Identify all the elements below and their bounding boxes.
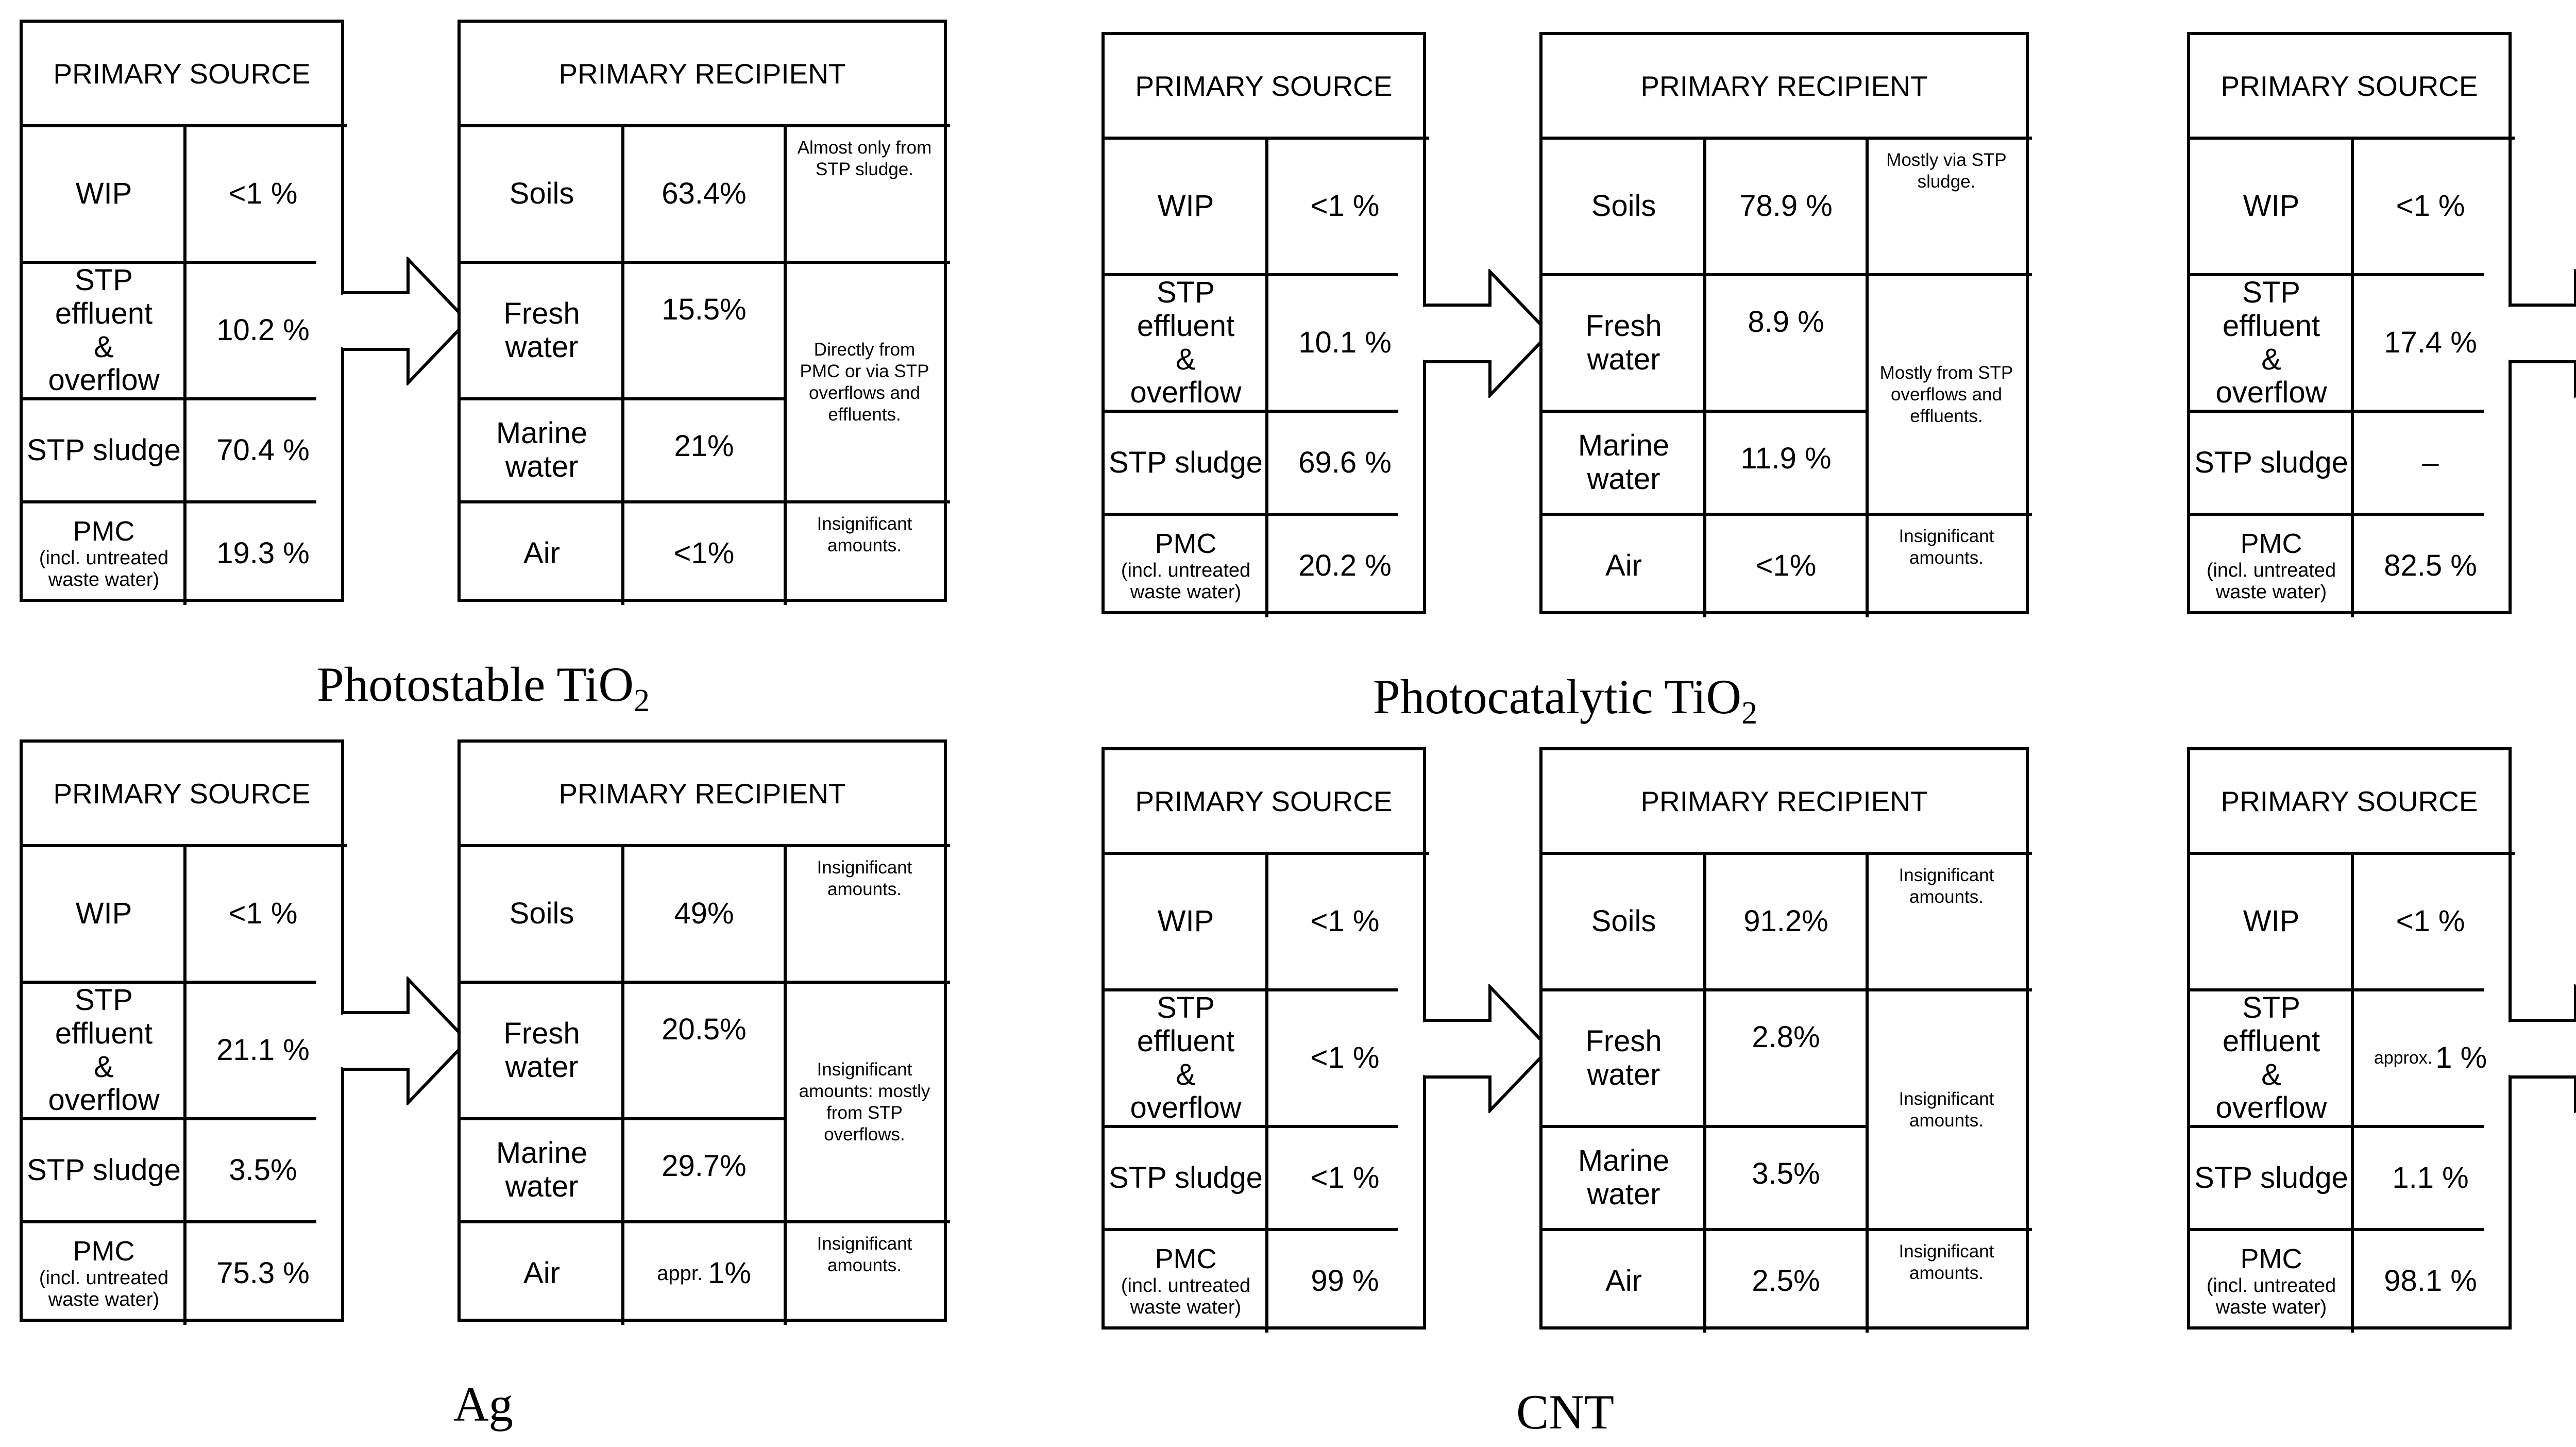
source-label-text: STP sludge	[2194, 445, 2348, 479]
source-value-text: –	[2422, 445, 2439, 479]
source-value	[185, 846, 341, 982]
primary-recipient-table	[1539, 747, 2029, 1330]
source-value-text: 17.4 %	[2384, 326, 2477, 360]
recipient-label	[1543, 990, 1705, 1126]
arrow-joint	[2509, 1022, 2513, 1075]
source-value-text: <1 %	[228, 897, 298, 931]
recipient-value	[623, 399, 785, 502]
source-label-sub: (incl. untreated waste water)	[39, 1267, 169, 1311]
recipient-value-text: 2.8%	[1752, 1020, 1820, 1054]
source-label	[1105, 1230, 1267, 1333]
source-value-text: 20.2 %	[1298, 548, 1392, 582]
caption-subscript: 2	[634, 683, 650, 718]
source-value-text: 75.3 %	[216, 1256, 310, 1290]
panel-caption	[1101, 668, 2029, 732]
source-label	[2190, 990, 2352, 1126]
recipient-value-text: 20.5%	[662, 1013, 747, 1046]
recipient-label-text: Fresh water	[1585, 309, 1662, 376]
recipient-label-text: Air	[1605, 1264, 1642, 1298]
source-value-text: <1 %	[2396, 904, 2465, 938]
source-value	[185, 982, 341, 1119]
arrow-joint	[341, 1015, 345, 1067]
flow-panel	[20, 20, 1050, 718]
recipient-label	[1543, 275, 1705, 411]
panel-caption	[20, 656, 947, 719]
recipient-note: Almost only from STP sludge.	[797, 138, 932, 179]
recipient-header: PRIMARY RECIPIENT	[558, 778, 846, 810]
source-value-text: 21.1 %	[216, 1033, 310, 1067]
source-value	[185, 502, 341, 605]
caption-text: Ag	[453, 1377, 514, 1432]
recipient-value-text: 78.9 %	[1739, 189, 1833, 223]
source-value	[2352, 411, 2509, 514]
flow-panel	[2187, 747, 2576, 1417]
source-label	[1105, 853, 1267, 990]
arrow-joint	[1423, 1022, 1427, 1075]
source-label	[2190, 853, 2352, 990]
recipient-label	[1543, 138, 1705, 275]
recipient-label-text: Air	[1605, 548, 1642, 582]
recipient-label-text: Marine water	[496, 416, 588, 483]
arrow-shape	[1423, 272, 1549, 395]
recipient-note: Mostly from STP overflows and effluents.	[1879, 362, 2013, 426]
source-label	[23, 399, 185, 502]
source-value	[185, 1119, 341, 1222]
source-value	[185, 126, 341, 262]
arrow-shape	[341, 979, 467, 1103]
recipient-note: Insignificant amounts.	[1899, 1088, 1994, 1131]
recipient-value-text: 11.9 %	[1740, 442, 1832, 475]
recipient-label-text: Air	[523, 536, 560, 570]
recipient-label	[1543, 411, 1705, 514]
source-label-text: WIP	[1157, 904, 1214, 938]
recipient-value	[1705, 1230, 1867, 1333]
source-value	[1267, 138, 1423, 275]
source-label	[2190, 1126, 2352, 1230]
source-label-text: WIP	[1157, 189, 1214, 223]
source-value	[2352, 990, 2509, 1126]
source-label-sub: (incl. untreated waste water)	[1121, 559, 1251, 603]
recipient-label	[1543, 514, 1705, 617]
recipient-value	[1705, 853, 1867, 990]
recipient-value-text: 1%	[708, 1256, 751, 1290]
recipient-note: Directly from PMC or via STP overflows and effluents.	[800, 339, 929, 425]
recipient-note: Insignificant amounts.	[1899, 865, 1994, 907]
source-value-text: <1 %	[1310, 1160, 1380, 1194]
flow-panel	[2187, 32, 2576, 702]
recipient-label	[461, 399, 623, 502]
value-prefix: approx.	[2374, 1048, 2433, 1068]
source-label-sub: (incl. untreated waste water)	[2206, 1274, 2336, 1319]
arrow-joint	[341, 295, 345, 347]
recipient-value-text: 29.7%	[662, 1149, 747, 1183]
source-value	[2352, 1126, 2509, 1230]
source-value	[185, 262, 341, 399]
recipient-label-text: Marine water	[1578, 1144, 1670, 1211]
panel-caption	[1101, 1384, 2029, 1440]
source-label-text: STP effluent & overflow	[1130, 990, 1242, 1125]
recipient-note: Insignificant amounts.	[817, 1234, 912, 1275]
primary-recipient-table	[457, 739, 947, 1322]
caption-text: CNT	[1516, 1385, 1614, 1439]
recipient-label	[1543, 853, 1705, 990]
arrow-shape	[2509, 272, 2576, 395]
source-value-text: <1 %	[2396, 189, 2465, 223]
recipient-label-text: Soils	[1591, 189, 1656, 223]
primary-source-table	[20, 739, 344, 1322]
source-header: PRIMARY SOURCE	[2221, 785, 2478, 818]
source-label-text: STP effluent & overflow	[1130, 275, 1242, 410]
source-label	[1105, 1126, 1267, 1230]
recipient-value	[1705, 275, 1867, 411]
source-label-text: PMC	[73, 516, 135, 547]
recipient-value-text: <1%	[1755, 548, 1817, 582]
source-value	[2352, 138, 2509, 275]
source-label-text: STP effluent & overflow	[2215, 990, 2327, 1125]
source-label	[23, 126, 185, 262]
recipient-header: PRIMARY RECIPIENT	[1640, 70, 1928, 103]
recipient-value	[1705, 138, 1867, 275]
recipient-value-text: <1%	[673, 536, 735, 570]
source-label-text: PMC	[1155, 528, 1217, 560]
primary-recipient-table	[1539, 32, 2029, 614]
recipient-value	[1705, 514, 1867, 617]
recipient-value-text: 3.5%	[1752, 1157, 1820, 1190]
recipient-label-text: Air	[523, 1256, 560, 1290]
recipient-value	[623, 846, 785, 982]
source-value	[2352, 1230, 2509, 1333]
recipient-label-text: Soils	[509, 897, 574, 931]
source-label-text: WIP	[75, 897, 132, 931]
source-value	[1267, 1126, 1423, 1230]
arrow-joint	[2509, 307, 2513, 360]
recipient-value-text: 8.9 %	[1748, 305, 1824, 339]
source-label	[1105, 138, 1267, 275]
recipient-value-text: 21%	[674, 429, 734, 463]
flow-arrow	[1423, 984, 1552, 1113]
flow-arrow	[341, 977, 470, 1105]
value-prefix: appr.	[657, 1261, 703, 1285]
arrow-shape	[341, 259, 467, 383]
source-header: PRIMARY SOURCE	[53, 778, 311, 810]
source-label	[2190, 1230, 2352, 1333]
source-label-text: WIP	[2243, 189, 2300, 223]
source-label	[2190, 514, 2352, 617]
flow-panel	[1101, 747, 2132, 1439]
recipient-label-text: Fresh water	[503, 296, 580, 364]
source-value-text: 70.4 %	[216, 433, 310, 467]
source-header: PRIMARY SOURCE	[2221, 70, 2478, 103]
source-label	[23, 1222, 185, 1325]
primary-recipient-table	[457, 20, 947, 602]
source-label-sub: (incl. untreated waste water)	[2206, 559, 2336, 603]
source-value-text: 1.1 %	[2392, 1160, 2469, 1194]
panel-caption	[2187, 668, 2576, 725]
source-value-text: 99 %	[1311, 1264, 1379, 1298]
source-value-text: <1 %	[1310, 904, 1380, 938]
source-label-text: STP effluent & overflow	[2215, 275, 2327, 410]
recipient-label-text: Marine water	[496, 1136, 588, 1203]
source-value-text: 3.5%	[229, 1153, 297, 1187]
recipient-value	[623, 1119, 785, 1222]
source-label-text: STP sludge	[2194, 1160, 2348, 1194]
source-label	[23, 262, 185, 399]
recipient-note: Insignificant amounts: mostly from STP overflows.	[799, 1059, 930, 1145]
recipient-label-text: Fresh water	[503, 1016, 580, 1084]
arrow-joint	[1423, 307, 1427, 360]
recipient-value-text: 63.4%	[662, 177, 747, 211]
source-label	[23, 846, 185, 982]
source-header: PRIMARY SOURCE	[53, 58, 311, 90]
source-label-sub: (incl. untreated waste water)	[39, 547, 169, 591]
recipient-label	[1543, 1230, 1705, 1333]
source-value-text: 19.3 %	[216, 536, 310, 570]
recipient-note: Insignificant amounts.	[1899, 526, 1994, 568]
recipient-label	[461, 982, 623, 1119]
source-label-text: STP effluent & overflow	[48, 983, 160, 1117]
recipient-value	[623, 1222, 785, 1325]
recipient-label	[461, 1222, 623, 1325]
source-label	[1105, 990, 1267, 1126]
recipient-note: Insignificant amounts.	[817, 857, 912, 899]
source-header: PRIMARY SOURCE	[1135, 785, 1393, 818]
recipient-note: Insignificant amounts.	[1899, 1241, 1994, 1283]
source-header: PRIMARY SOURCE	[1135, 70, 1393, 103]
recipient-value-text: 2.5%	[1752, 1264, 1820, 1298]
source-value	[1267, 275, 1423, 411]
source-label-text: STP sludge	[1109, 1160, 1263, 1194]
source-label-text: WIP	[2243, 904, 2300, 938]
source-value	[1267, 853, 1423, 990]
source-label	[23, 1119, 185, 1222]
flow-arrow	[1423, 269, 1552, 398]
source-label-text: PMC	[2240, 1243, 2302, 1275]
recipient-label	[461, 502, 623, 605]
primary-source-table	[2187, 747, 2512, 1330]
source-value	[1267, 1230, 1423, 1333]
source-label	[2190, 138, 2352, 275]
source-value	[2352, 514, 2509, 617]
flow-arrow	[341, 257, 470, 385]
source-label-text: PMC	[73, 1236, 135, 1267]
caption-text: Photostable TiO	[316, 657, 634, 712]
source-value-text: 10.1 %	[1298, 326, 1392, 360]
source-label-text: STP effluent & overflow	[48, 263, 160, 397]
recipient-label	[461, 1119, 623, 1222]
source-label-text: WIP	[75, 177, 132, 211]
source-label-text: STP sludge	[27, 433, 181, 467]
arrow-shape	[1423, 987, 1549, 1111]
primary-source-table	[20, 20, 344, 602]
recipient-label	[1543, 1126, 1705, 1230]
primary-source-table	[1101, 747, 1426, 1330]
recipient-note: Insignificant amounts.	[817, 514, 912, 556]
flow-arrow	[2509, 269, 2576, 398]
source-value-text: 10.2 %	[216, 313, 310, 347]
recipient-header: PRIMARY RECIPIENT	[1640, 785, 1928, 818]
flow-panel	[1101, 32, 2132, 731]
recipient-value	[1705, 1126, 1867, 1230]
recipient-label-text: Soils	[509, 177, 574, 211]
source-label	[1105, 514, 1267, 617]
source-label	[1105, 411, 1267, 514]
source-label-sub: (incl. untreated waste water)	[1121, 1274, 1251, 1319]
source-value-text: 69.6 %	[1298, 445, 1392, 479]
source-value	[2352, 275, 2509, 411]
source-value-text: <1 %	[1310, 189, 1380, 223]
recipient-label-text: Marine water	[1578, 429, 1670, 496]
recipient-label-text: Fresh water	[1585, 1024, 1662, 1091]
source-value-text: <1 %	[1310, 1041, 1380, 1075]
recipient-label	[461, 126, 623, 262]
recipient-value	[623, 126, 785, 262]
source-label	[1105, 275, 1267, 411]
flow-panel	[20, 739, 1050, 1432]
recipient-label	[461, 846, 623, 982]
recipient-note: Mostly via STP sludge.	[1886, 150, 2007, 192]
source-value-text: 1 %	[2435, 1041, 2487, 1075]
source-value-text: 82.5 %	[2384, 548, 2477, 582]
source-value	[2352, 853, 2509, 990]
recipient-header: PRIMARY RECIPIENT	[558, 58, 846, 90]
source-value	[1267, 514, 1423, 617]
caption-text: Photocatalytic TiO	[1372, 669, 1742, 724]
recipient-value	[1705, 990, 1867, 1126]
source-label-text: STP sludge	[1109, 445, 1263, 479]
source-label-text: STP sludge	[27, 1153, 181, 1187]
primary-source-table	[1101, 32, 1426, 614]
recipient-value	[623, 982, 785, 1119]
recipient-value	[623, 502, 785, 605]
recipient-value-text: 91.2%	[1743, 904, 1828, 938]
primary-source-table	[2187, 32, 2512, 614]
caption-subscript: 2	[1741, 696, 1758, 731]
source-label-text: PMC	[2240, 528, 2302, 560]
source-label-text: PMC	[1155, 1243, 1217, 1275]
source-value	[1267, 411, 1423, 514]
source-value-text: <1 %	[228, 177, 298, 211]
source-value	[1267, 990, 1423, 1126]
recipient-value-text: 49%	[674, 897, 734, 931]
arrow-shape	[2509, 987, 2576, 1111]
source-value	[185, 399, 341, 502]
panel-caption	[20, 1376, 947, 1433]
source-label	[2190, 411, 2352, 514]
recipient-label	[461, 262, 623, 399]
source-value	[185, 1222, 341, 1325]
panel-caption	[2187, 1384, 2576, 1447]
source-value-text: 98.1 %	[2384, 1264, 2477, 1298]
recipient-value	[1705, 411, 1867, 514]
flow-arrow	[2509, 984, 2576, 1113]
recipient-label-text: Soils	[1591, 904, 1656, 938]
recipient-value-text: 15.5%	[662, 293, 747, 326]
recipient-value	[623, 262, 785, 399]
source-label	[23, 502, 185, 605]
source-label	[2190, 275, 2352, 411]
source-label	[23, 982, 185, 1119]
